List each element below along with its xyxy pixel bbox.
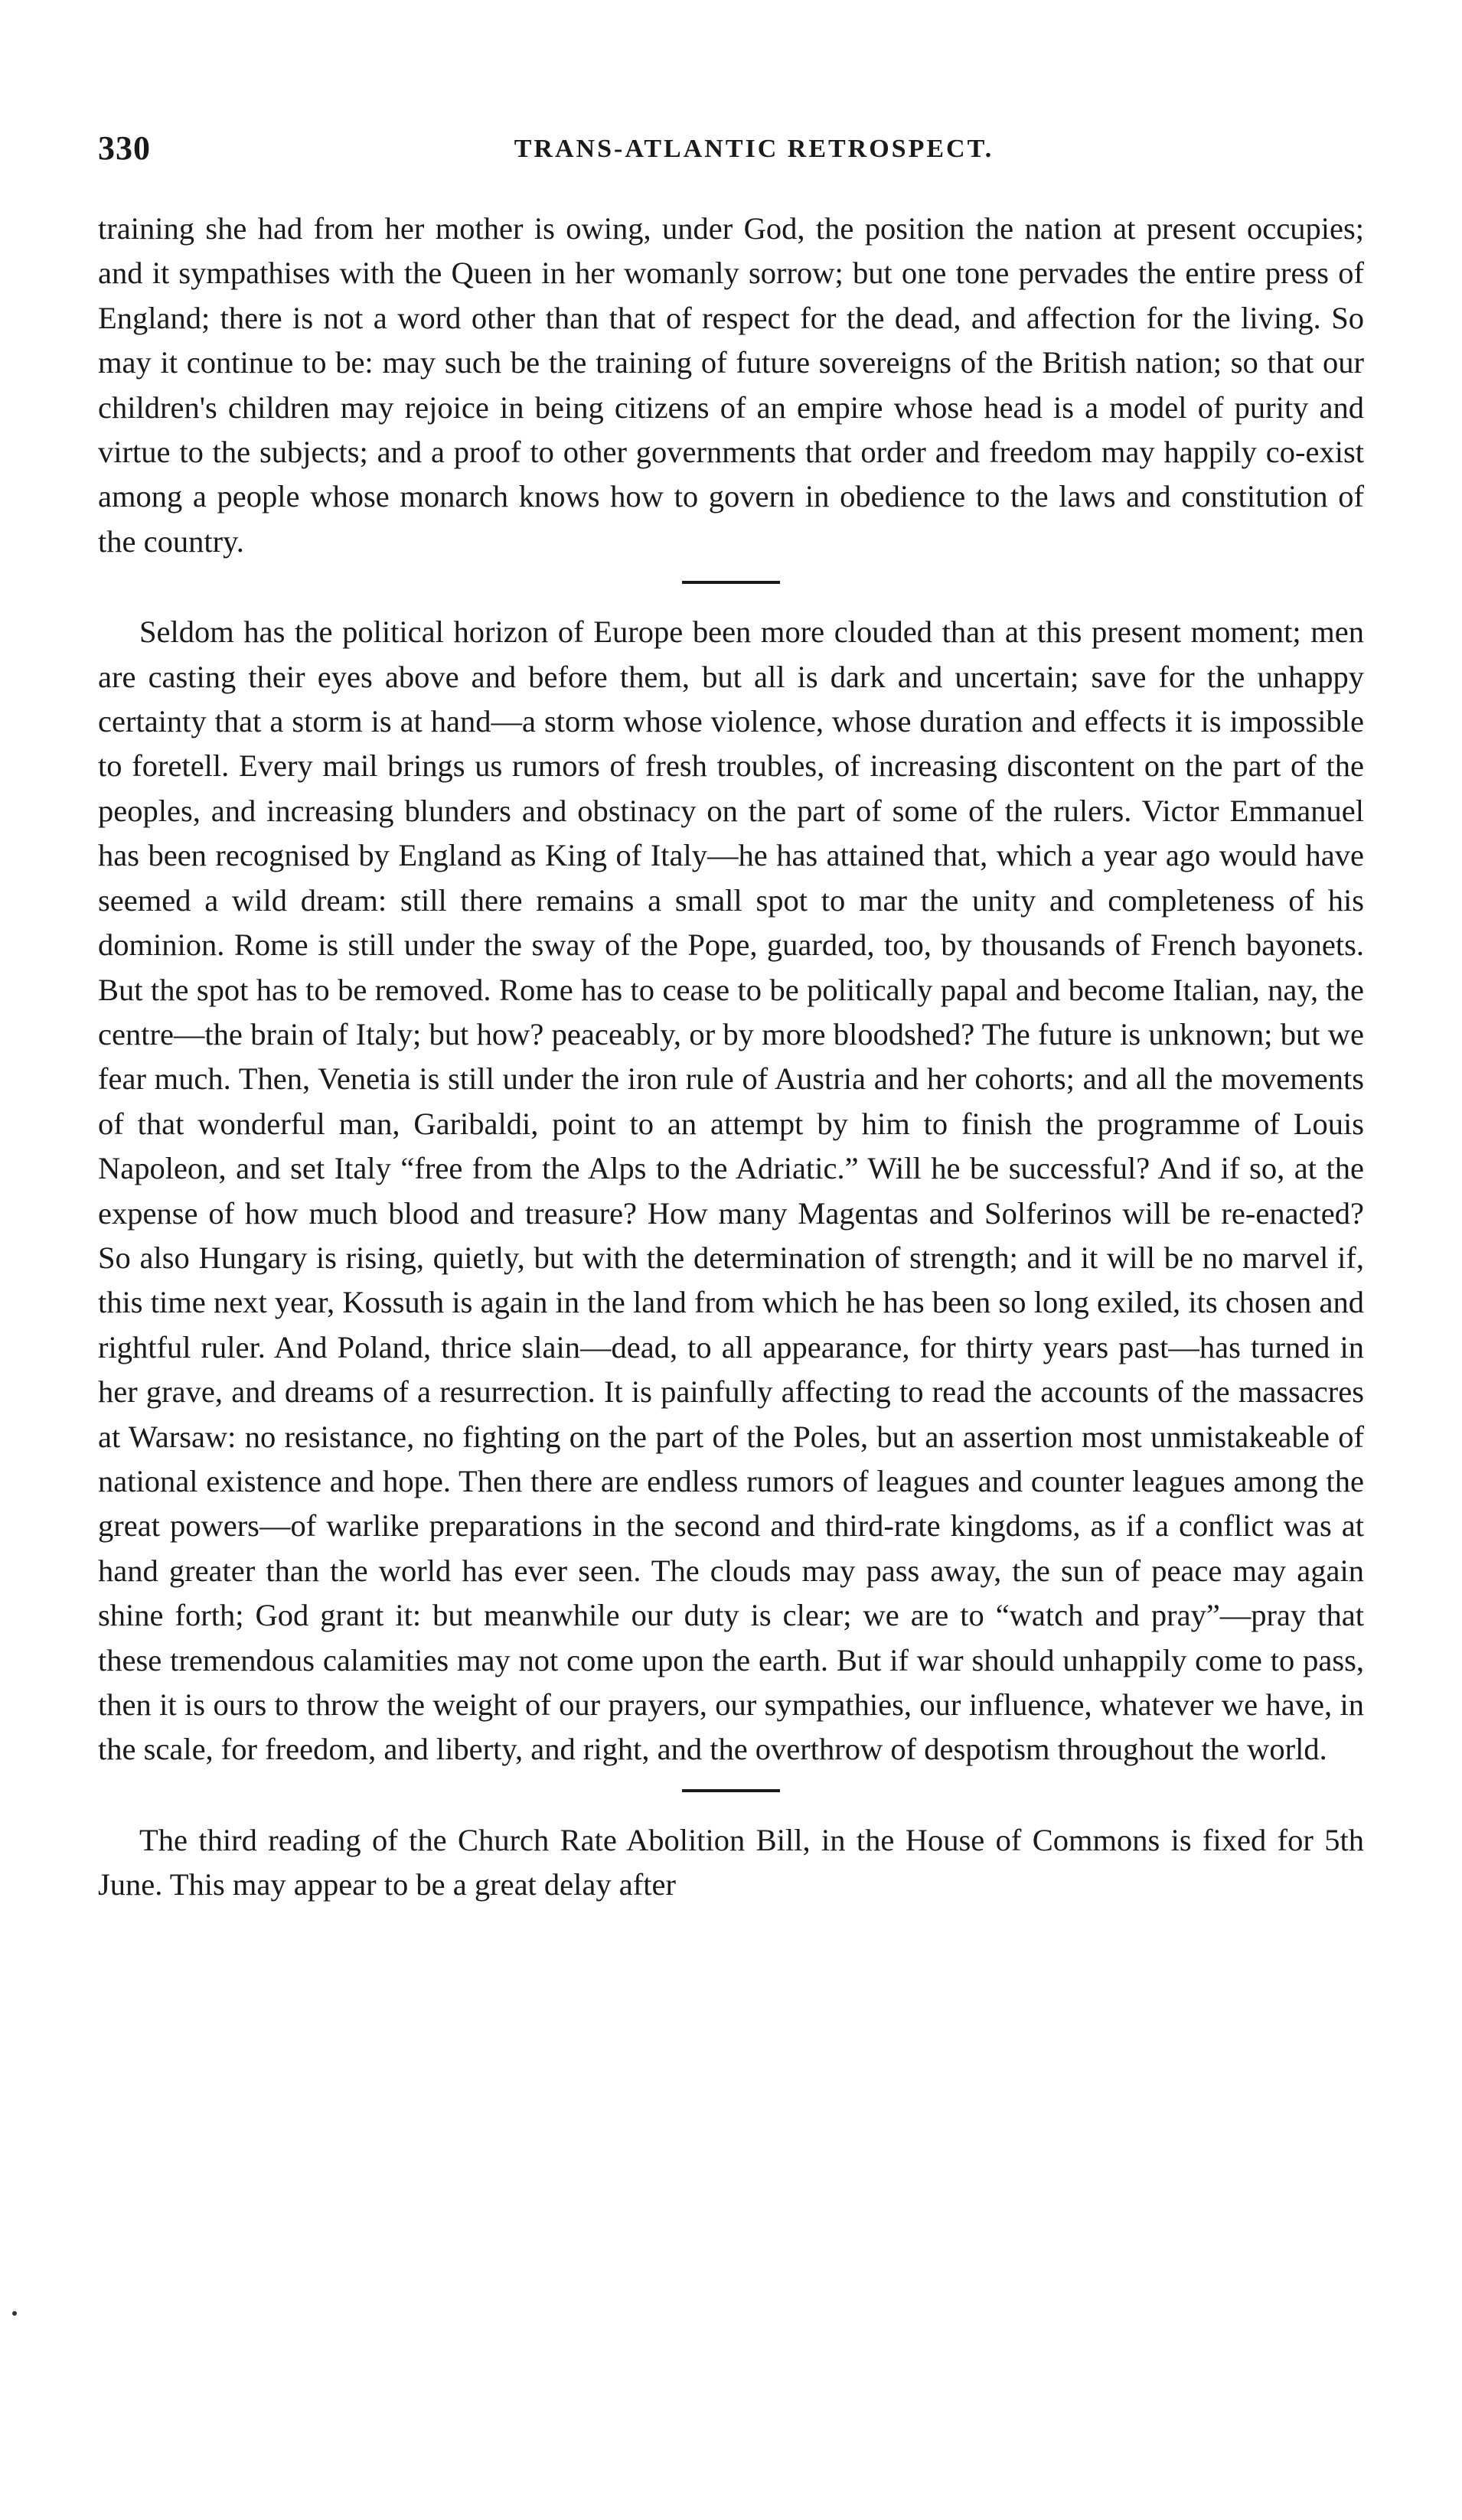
section-divider-rule [682, 1789, 780, 1792]
paragraph-church-rate-bill: The third reading of the Church Rate Abolition Bill, in the House of Commons is fixed for 5th June. This may appear to be a great delay after [98, 1822, 1364, 1902]
section-divider-rule [682, 581, 780, 584]
ink-speck [12, 2311, 17, 2316]
paragraph-political-horizon: Seldom has the political horizon of Europe been more clouded than at this present moment; men are casting their eyes above and before them, but all is dark and uncertain; save for the unhappy certainty that a storm is at hand—a storm whose violence, whose duration and effects it is impossible to foretell. Every mail brings us rumors of fresh troubles, of increasing discontent on the part of the peoples, and increasing blunders and obstinacy on the part of some of the rulers. Victor Emmanuel has been recognised by England as King of Italy—he has attained that, which a year ago would have seemed a wild dream: still there remains a small spot to mar the unity and completeness of his dominion. Rome is still under the sway of the Pope, guarded, too, by thousands of French bayonets. But the spot has to be removed. Rome has to cease to be politically papal and become Italian, nay, the centre—the brain of Italy; but how? peaceably, or by more bloodshed? The future is unknown; but we fear much. Then, Venetia is still under the iron rule of Austria and her cohorts; and all the movements of that wonderful man, Garibaldi, point to an attempt by him to finish the programme of Louis Napoleon, and set Italy “free from the Alps to the Adriatic.” Will he be successful? And if so, at the expense of how much blood and treasure? How many Magentas and Solferinos will be re-enacted? So also Hungary is rising, quietly, but with the determination of strength; and it will be no marvel if, this time next year, Kossuth is again in the land from which he has been so long exiled, its chosen and rightful ruler. And Poland, thrice slain—dead, to all appearance, for thirty years past—has turned in her grave, and dreams of a resurrection. It is painfully affecting to read the accounts of the massacres at Warsaw: no resistance, no fighting on the part of the Poles, but an assertion most unmistakeable of national existence and hope. Then there are endless rumors of leagues and counter leagues among the great powers—of warlike preparations in the second and third-rate kingdoms, as if a conflict was at hand greater than the world has ever seen. The clouds may pass away, the sun of peace may again shine forth; God grant it: but meanwhile our duty is clear; we are to “watch and pray”—pray that these tremendous calamities may not come upon the earth. But if war should unhappily come to pass, then it is ours to throw the weight of our prayers, our sympathies, our influence, whatever we have, in the scale, for freedom, and liberty, and right, and the overthrow of despotism throughout the world. [98, 615, 1364, 1767]
body-text [98, 207, 1364, 1908]
running-head [98, 129, 1364, 174]
page-number: 330 [98, 129, 151, 167]
running-title: TRANS-ATLANTIC RETROSPECT. [514, 135, 994, 163]
paragraph-queen-training: training she had from her mother is owing, under God, the position the nation at present occupies; and it sympathises with the Queen in her womanly sorrow; but one tone pervades the entire press of England; there is not a word other than that of respect for the dead, and affection for the living. So may it continue to be: may such be the training of future sovereigns of the British nation; so that our children's children may rejoice in being citizens of an empire whose head is a model of purity and virtue to the subjects; and a proof to other governments that order and freedom may happily co-exist among a people whose monarch knows how to govern in obedience to the laws and constitution of the country. [98, 211, 1364, 559]
